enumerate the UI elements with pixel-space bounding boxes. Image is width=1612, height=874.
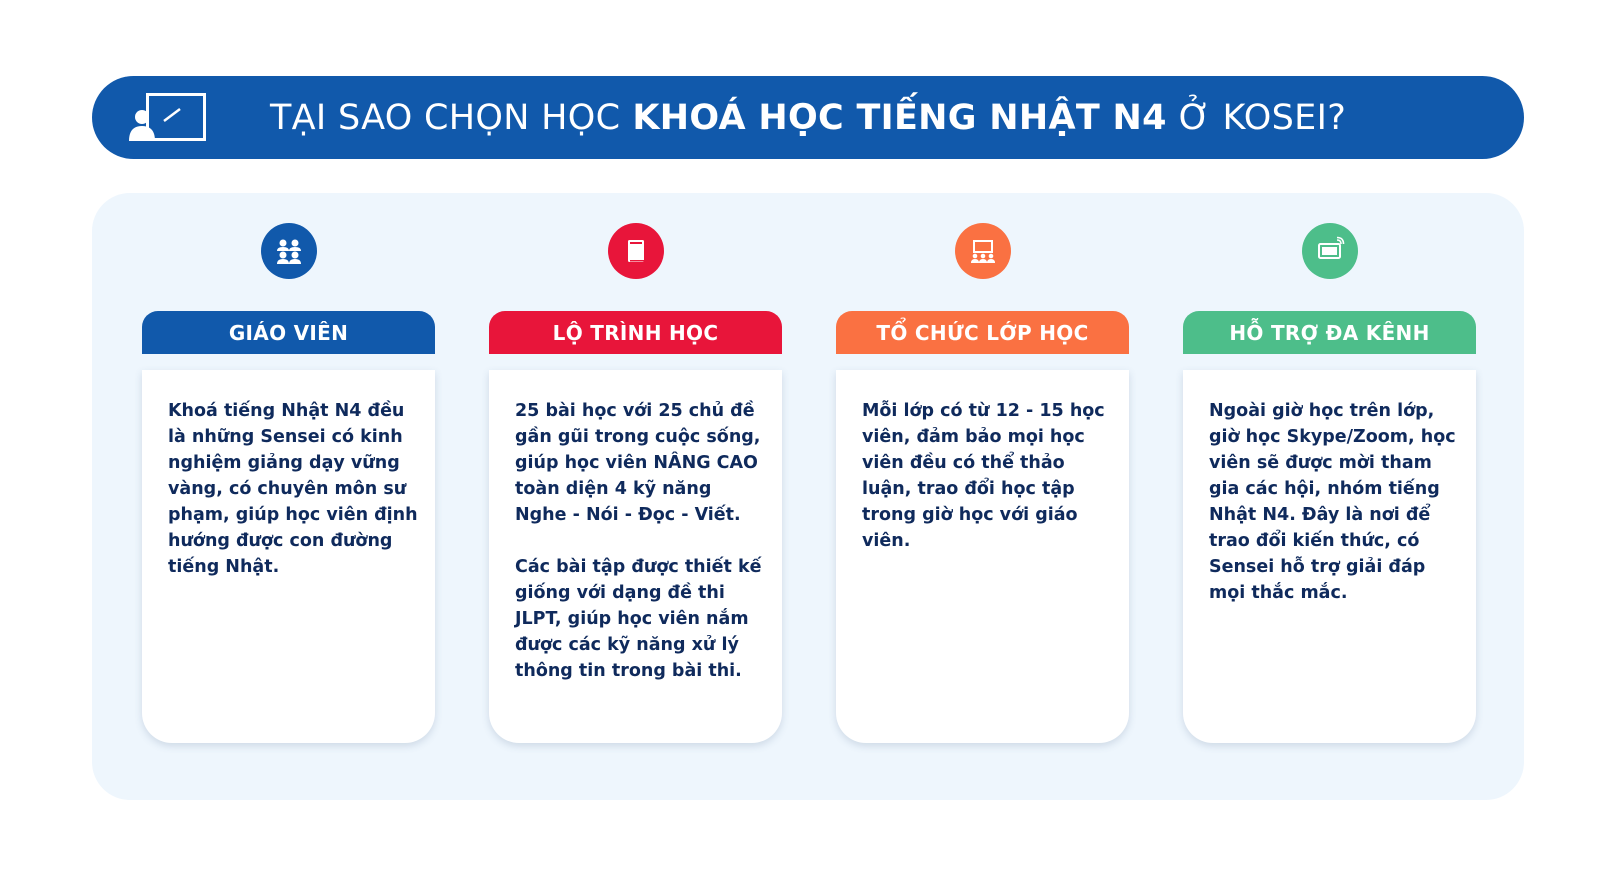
teacher-board-icon [128, 91, 208, 145]
card-paragraph: Ngoài giờ học trên lớp, giờ học Skype/Zoom, học viên sẽ được mời tham gia các hội, nhóm tiếng Nhật N4. Đây là nơi để trao đổi kiến thức, có Sensei hỗ trợ giải đáp mọi thắc mắc. [1209, 401, 1456, 603]
feature-column-roadmap [489, 193, 782, 800]
card-paragraph: Mỗi lớp có từ 12 - 15 học viên, đảm bảo mọi học viên đều có thể thảo luận, trao đổi học tập trong giờ học với giáo viên. [862, 401, 1105, 551]
card-text [1209, 398, 1459, 606]
card-text [515, 398, 765, 684]
tab-multichannel-support: HỖ TRỢ ĐA KÊNH [1183, 311, 1476, 354]
header-banner [92, 76, 1524, 159]
classroom-icon [955, 223, 1011, 279]
page-title [270, 76, 1346, 159]
title-suffix: Ở KOSEI? [1178, 97, 1347, 138]
book-icon [608, 223, 664, 279]
online-screen-icon [1302, 223, 1358, 279]
feature-column-class [836, 193, 1129, 800]
card-text [168, 398, 418, 580]
card-class-organization [836, 370, 1129, 743]
card-multichannel-support [1183, 370, 1476, 743]
card-paragraph: Khoá tiếng Nhật N4 đều là những Sensei có kinh nghiệm giảng dạy vững vàng, có chuyên môn sư phạm, giúp học viên định hướng được con đường tiếng Nhật. [168, 401, 418, 577]
card-teacher [142, 370, 435, 743]
card-text [862, 398, 1112, 554]
title-emphasis: KHOÁ HỌC TIẾNG NHẬT N4 [632, 97, 1167, 138]
tab-class-organization: TỔ CHỨC LỚP HỌC [836, 311, 1129, 354]
card-paragraph: 25 bài học với 25 chủ đề gần gũi trong cuộc sống, giúp học viên NÂNG CAO toàn diện 4 kỹ năng Nghe - Nói - Đọc - Viết. [515, 401, 761, 525]
features-panel [92, 193, 1524, 800]
people-group-icon [261, 223, 317, 279]
title-prefix: TẠI SAO CHỌN HỌC [270, 97, 621, 138]
card-roadmap [489, 370, 782, 743]
feature-column-support [1183, 193, 1476, 800]
tab-roadmap: LỘ TRÌNH HỌC [489, 311, 782, 354]
card-paragraph: Các bài tập được thiết kế giống với dạng đề thi JLPT, giúp học viên nắm được các kỹ năng xử lý thông tin trong bài thi. [515, 557, 762, 681]
tab-teacher: GIÁO VIÊN [142, 311, 435, 354]
feature-column-teacher [142, 193, 435, 800]
